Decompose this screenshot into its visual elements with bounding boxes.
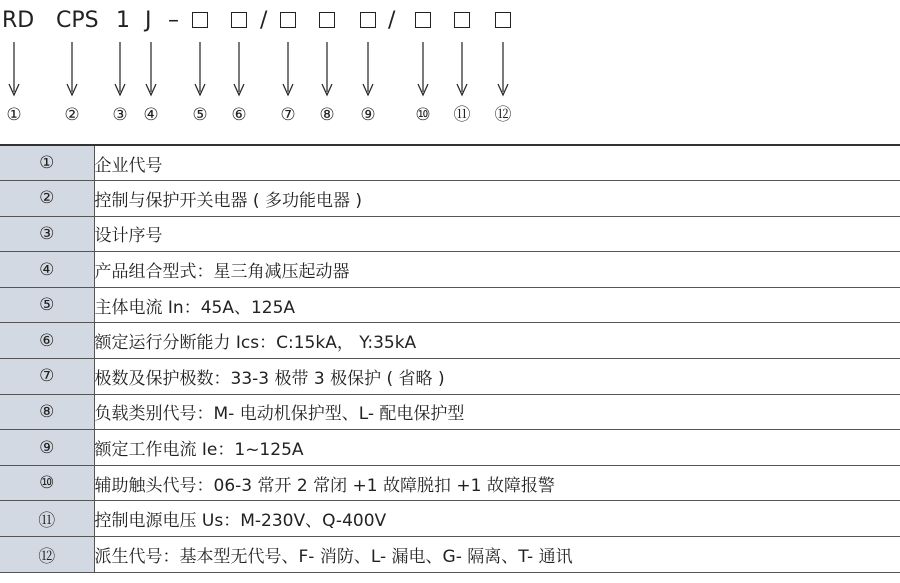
table-row xyxy=(0,501,900,537)
code-number: ⑦ xyxy=(280,105,296,125)
row-number: ⑩ xyxy=(0,465,94,501)
row-description: 主体电流 In：45A、125A xyxy=(94,287,900,323)
code-number: ⑤ xyxy=(192,105,208,125)
table-row xyxy=(0,359,900,395)
code-number: ④ xyxy=(143,105,159,125)
code-arrow-icon xyxy=(456,42,468,97)
code-arrow-icon xyxy=(321,42,333,97)
code-number: ⑥ xyxy=(231,105,247,125)
row-number: ⑤ xyxy=(0,287,94,323)
row-description: 产品组合型式：星三角减压起动器 xyxy=(94,252,900,288)
code-number: ① xyxy=(6,105,22,125)
code-token-rd: RD xyxy=(2,8,35,33)
code-token-design-number: 1 xyxy=(116,8,130,33)
table-row xyxy=(0,537,900,573)
code-token-slash-2: / xyxy=(388,8,396,33)
code-number: ⑨ xyxy=(360,105,376,125)
table-row xyxy=(0,216,900,252)
code-arrow-icon xyxy=(282,42,294,97)
row-number: ⑪ xyxy=(0,501,94,537)
code-number: ⑩ xyxy=(415,105,431,125)
row-description: 额定运行分断能力 Ics：C:15kA， Y:35kA xyxy=(94,323,900,359)
code-box-9 xyxy=(360,12,376,28)
row-description: 控制与保护开关电器 ( 多功能电器 ) xyxy=(94,181,900,217)
code-box-5 xyxy=(192,12,208,28)
code-token-slash-1: / xyxy=(260,8,268,33)
row-description: 额定工作电流 Ie：1~125A xyxy=(94,430,900,466)
code-token-type: J xyxy=(145,8,152,33)
code-arrow-icon xyxy=(8,42,20,97)
code-arrow-icon xyxy=(233,42,245,97)
code-arrow-icon xyxy=(497,42,509,97)
code-number: ⑫ xyxy=(494,105,512,125)
row-description: 极数及保护极数：33-3 极带 3 极保护 ( 省略 ) xyxy=(94,359,900,395)
row-description: 设计序号 xyxy=(94,216,900,252)
row-description: 企业代号 xyxy=(94,145,900,181)
code-arrow-icon xyxy=(417,42,429,97)
code-number: ② xyxy=(64,105,80,125)
code-box-12 xyxy=(495,12,511,28)
table-row xyxy=(0,252,900,288)
code-arrow-icon xyxy=(66,42,78,97)
table-row xyxy=(0,430,900,466)
row-number: ⑦ xyxy=(0,359,94,395)
code-arrow-icon xyxy=(362,42,374,97)
row-number: ⑨ xyxy=(0,430,94,466)
code-box-8 xyxy=(319,12,335,28)
model-code-diagram xyxy=(0,0,900,140)
row-description: 辅助触头代号：06-3 常开 2 常闭 +1 故障脱扣 +1 故障报警 xyxy=(94,465,900,501)
row-number: ⑧ xyxy=(0,394,94,430)
spec-table xyxy=(0,144,900,573)
row-description: 负载类别代号：M- 电动机保护型、L- 配电保护型 xyxy=(94,394,900,430)
code-box-10 xyxy=(415,12,431,28)
code-token-cps: CPS xyxy=(56,8,99,33)
row-description: 派生代号：基本型无代号、F- 消防、L- 漏电、G- 隔离、T- 通讯 xyxy=(94,537,900,573)
table-row xyxy=(0,465,900,501)
table-row xyxy=(0,287,900,323)
row-number: ③ xyxy=(0,216,94,252)
row-description: 控制电源电压 Us：M-230V、Q-400V xyxy=(94,501,900,537)
row-number: ② xyxy=(0,181,94,217)
code-token-dash: – xyxy=(168,8,179,33)
code-box-7 xyxy=(280,12,296,28)
table-row xyxy=(0,394,900,430)
table-row xyxy=(0,145,900,181)
row-number: ⑥ xyxy=(0,323,94,359)
code-arrow-icon xyxy=(114,42,126,97)
code-number: ③ xyxy=(112,105,128,125)
code-box-6 xyxy=(231,12,247,28)
table-row xyxy=(0,323,900,359)
row-number: ④ xyxy=(0,252,94,288)
code-arrow-icon xyxy=(194,42,206,97)
row-number: ① xyxy=(0,145,94,181)
row-number: ⑫ xyxy=(0,537,94,573)
code-arrow-icon xyxy=(145,42,157,97)
code-number: ⑪ xyxy=(453,105,471,125)
code-box-11 xyxy=(454,12,470,28)
code-number: ⑧ xyxy=(319,105,335,125)
table-row xyxy=(0,181,900,217)
